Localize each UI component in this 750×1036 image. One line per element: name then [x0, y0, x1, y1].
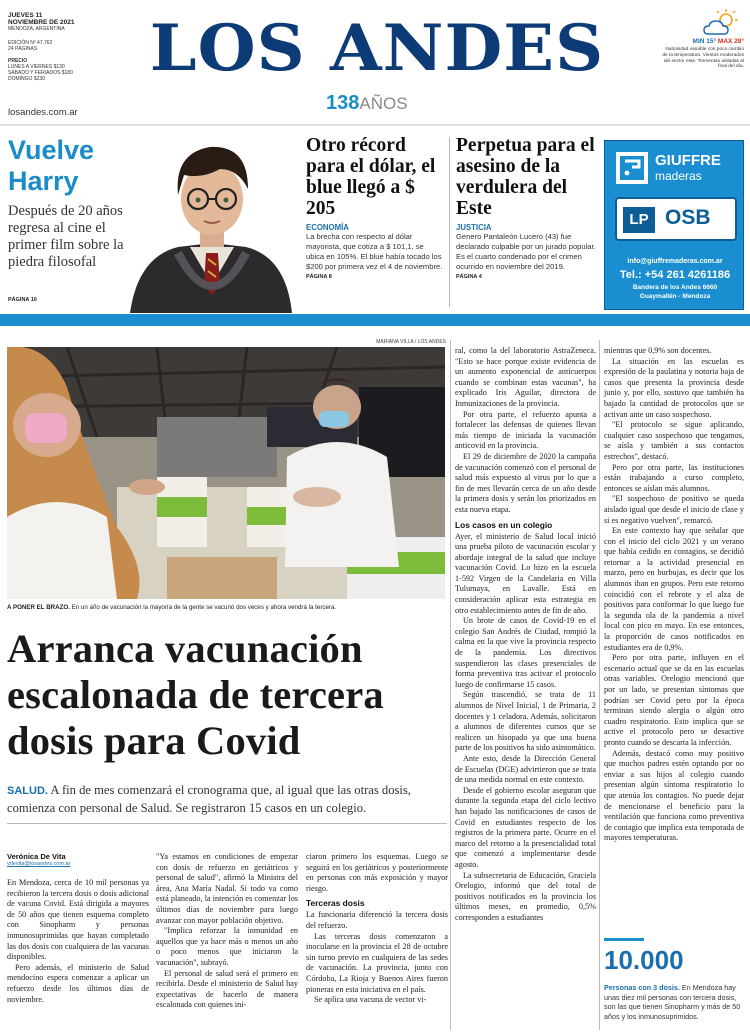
col4-p2: Por otra parte, el refuerzo apunta a fortalecer las defensas de quienes llevan más tiempo de iniciada la vacunación anticovid en la provincia. [455, 409, 596, 451]
masthead-meta [8, 12, 108, 82]
stat-box [604, 938, 744, 1021]
deck-section: SALUD. [7, 785, 48, 797]
harry-text: Después de 20 años regresa al cine el primer film sobre la piedra filosofal [8, 203, 124, 270]
col2-p3: El personal de salud será el primero en recibirla. Desde el ministerio de Salud hay expectativas de hacerlo de manera escalonada con quienes ini- [156, 968, 298, 1010]
bottom-column-3 [306, 852, 448, 1006]
col4-p1: ral, como la del laboratorio AstraZeneca. "Esto se hace porque existe evidencia de un aumento exponencial de anticuerpos cuando se combinan estas vacunas", ha explicado Iris Aguilar, directora de Inmunizaciones de la provincia. [455, 346, 596, 408]
justicia-teaser[interactable] [456, 135, 596, 280]
ad-address-1: Bandera de los Andes 6660 [632, 284, 718, 291]
col2-p1: "Ya estamos en condiciones de empezar con dosis de refuerzo en geriátricos y personal de salud", afirmó la Ministra del área, Ana María Nadal. Si todo va como está planeado, la intención es comenzar los últimos días de noviembre para luego avanzar con mayor población objetivo. [156, 852, 298, 925]
masthead-divider [0, 124, 750, 126]
dolar-text: La brecha con respecto al dólar mayorista, que cotiza a $ 101,1, se ubica en 105%. El blue había tocado los $200 por primera vez el 4 de noviembre. [306, 232, 443, 271]
dolar-teaser[interactable] [306, 135, 444, 280]
col3-p1: ciaron primero los esquemas. Luego se seguirá en los geriátricos y posteriormente en personas con más exposición y mayor riesgo. [306, 852, 448, 893]
col3-p4: Se aplica una vacuna de vector vi- [314, 995, 427, 1005]
main-headline[interactable]: Arranca vacunación escalonada de tercera dosis para Covid [7, 626, 384, 763]
lp-osb-badge [615, 197, 737, 241]
col4-p7: Ante esto, desde la Dirección General de Escuelas (DGE) advirtieron que se trata de una medida normal en este contexto. [455, 753, 596, 785]
column-divider-left [450, 340, 451, 1030]
ad-email: info@giuffremaderas.com.ar [627, 258, 723, 265]
deck-divider [7, 823, 447, 824]
justicia-section: JUSTICIA [456, 223, 492, 232]
col2-p2: "Implica reforzar la inmunidad en aquellos que ya hace más o menos un año o poco menos que iniciaron la vacunación", subrayó. [156, 926, 298, 967]
lp-logo: LP [623, 207, 655, 233]
giuffre-ad[interactable] [604, 140, 744, 310]
caption-lead: A PONER EL BRAZO. [7, 604, 70, 611]
main-photo [7, 347, 445, 599]
dolar-title: Otro récord para el dólar, el blue llegó a $ 205 [306, 135, 436, 219]
stat-text: En Mendoza hay unas diez mil personas con tercera dosis, son las que tienen Sinopharm y más de 50 años y los inmunosuprimidos. [604, 983, 741, 1021]
osb-label: OSB [665, 206, 711, 229]
date-day: JUEVES 11 [8, 12, 43, 19]
right-column-2 [604, 346, 744, 844]
deck-text: A fin de mes comenzará el cronograma que, al igual que las otras dosis, comienza con personal de Salud. Se registraron 15 casos en un colegio. [7, 783, 411, 815]
section-band [0, 314, 750, 326]
vaccination-photo [7, 347, 445, 599]
justicia-title: Perpetua para el asesino de la verdulera del Este [456, 135, 595, 219]
col3-p2: La funcionaria diferenció la tercera dosis del refuerzo. [306, 910, 448, 930]
col5-p5: "El sospechoso de positivo se queda aislado igual que desde el inicio de clase y si es negativo vuelven", remarcó. [604, 494, 744, 525]
edition-number: EDICIÓN Nº 47.762 [8, 40, 53, 46]
col5-p2: La situación en las escuelas es expresión de la paulatina y notoria baja de casos que presenta la provincia desde junio y, por ello, sostuvo que también ha bajado la cantidad de protocolos que se activan ante un caso sospechoso. [604, 356, 744, 419]
weather-min: MIN 15° [692, 38, 717, 45]
col5-p4: Pero por otra parte, las instituciones están trabajando a curso completo, entonces se aíslan más alumnos. [604, 462, 744, 493]
stat-lead: Personas con 3 dosis. [604, 983, 680, 992]
col5-p1: mientras que 0,9% son docentes. [604, 346, 712, 355]
page-count: 24 PÁGINAS [8, 46, 38, 52]
col4-p9: La subsecretaria de Educación, Graciela Orelogio, informó que del total de positivos notificados en la provincia los últimos meses, en promedio, 0,5% corresponden a estudiantes [455, 870, 596, 922]
price-label: PRECIO [8, 58, 28, 64]
ad-phone: Tel.: +54 261 4261186 [619, 269, 731, 281]
col3-subhead: Terceras dosis [306, 898, 365, 909]
caption-text: En un año de vacunación la mayoría de la gente se vacunó dos veces y ahora vendrá la tercera. [69, 604, 337, 611]
bottom-column-2 [156, 852, 298, 1011]
giuffre-brand-sub: maderas [655, 169, 702, 183]
harry-teaser[interactable] [8, 135, 300, 311]
giuffre-logo [615, 149, 737, 189]
col3-p3: Las terceras dosis comenzaron a inocularse en la provincia el 28 de octubre sin turno previo en cualquiera de las sedes de vacunación. La provincia, junto con Córdoba, La Rioja y Buenos Aires fueron pioneras en esta iniciativa en el país. [306, 931, 448, 994]
weather-temps [662, 38, 744, 45]
col5-p7: Pero por otra parte, influyen en el escenario actual que se da en las escuelas otras variables. Orelogio mencionó que por un lado, se presentan síntomas que podrían ser Covid pero por la época terminan siendo alergia o algún otro cuadro respiratorio. Esto implica que se active el protocolo pero se desactive pronto cuando se descarta la infección. [604, 653, 744, 747]
anniversary [326, 92, 408, 115]
right-column-1 [455, 346, 596, 923]
col1-p1: En Mendoza, cerca de 10 mil personas ya recibieron la tercera dosis o dosis adicional de vacuna Covid. Está dirigida a mayores de 50 años que tienen esquema completo con Sinopharm y personas inmunosuprimidas que hayan completado las dos dosis con cualquiera de las vacunas disponibles. [7, 878, 149, 962]
justicia-text: Genero Pantaleón Lucero (43) fue declarado culpable por un jurado popular. Es el cuarto condenado por el crimen ocurrido en noviembre del 2019. [456, 232, 596, 271]
col5-p8: Además, destacó como muy positivo que muchos padres estén optando por no enviar a sus hijos al colegio cuando presentan algún síntoma respiratorio lo que atenúa los contagios. No puede dejar de mencionarse el beneficio para la ventilación que funciona como preventiva de contagio que implica esta temporada de mayores temperaturas. [604, 748, 744, 843]
giuffre-logo-icon [615, 151, 649, 185]
price-weekday: LUNES A VIERNES $130 [8, 64, 65, 70]
byline-email: vdevita@losandes.com.ar [7, 861, 71, 867]
main-deck [7, 782, 447, 816]
site-url[interactable]: losandes.com.ar [8, 107, 78, 118]
col4-p8: Desde el gobierno escolar aseguran que durante la segunda etapa del ciclo lectivo han bajado las notificaciones de casos de Covid en estudiantes respecto de los registros de la primera parte. Ocurre en el marco del retorno a la presencialidad total que comenzó a implementarse desde agosto. [455, 785, 596, 869]
anniversary-number: 138 [326, 92, 360, 114]
bottom-column-1 [7, 852, 149, 1005]
harry-portrait [120, 135, 300, 313]
byline: Verónica De Vita [7, 852, 66, 861]
dolar-page: PÁGINA 8 [306, 274, 332, 280]
date-month: NOVIEMBRE DE 2021 [8, 19, 75, 26]
harry-page: PÁGINA 10 [8, 297, 37, 303]
price-sunday: DOMINGO $230 [8, 76, 45, 82]
col4-p3: El 29 de diciembre de 2020 la campaña de vacunación comenzó con el personal de salud más expuesto al virus por lo que a fin de mes llevarán cerca de un año desde la primera dosis y serán los priorizados en esta nueva etapa. [455, 451, 596, 514]
date-city: MENDOZA, ARGENTINA [8, 26, 65, 32]
anniversary-word: AÑOS [359, 94, 408, 113]
col4-subhead: Los casos en un colegio [455, 519, 553, 530]
weather-max: MAX 28° [717, 38, 744, 45]
harry-title-2: Harry [8, 166, 79, 196]
col5-p3: "El protocolo se sigue aplicando, cualquier caso sospechoso que tengamos, se aísla y también a sus contactos estrechos", destacó. [604, 420, 744, 461]
weather-text: Nubosidad variable con poco cambio de la temperatura. Vientos moderados del sector este. Tormentas aisladas al final del día. [662, 47, 744, 70]
stat-description [604, 983, 744, 1021]
photo-credit: MARIANA VILLA / LOS ANDES [376, 339, 446, 345]
col4-p5: Un brote de casos de Covid-19 en el colegio San Andrés de Ciudad, rompió la calma en la que vive la provincia respecto de la pandemia. Los directivos suspendieron las clases presenciales de forma preventiva tras activar el protocolo luego de confirmarse 15 casos. [455, 616, 596, 689]
stat-rule [604, 938, 644, 941]
stat-number: 10.000 [604, 945, 684, 975]
col4-p4: Ayer, el ministerio de Salud local inició una prueba piloto de vacunación escolar y abordaje integral de la salud que incluye vacunación Covid. Lo hizo en la escuela 1-592 Virgen de la Candelaria en Villa Tulumaya, en Lavalle. Está en consideración aplicar esta estrategia en otro establecimiento antes de fin de año. [455, 531, 596, 615]
harry-title-1: Vuelve [8, 135, 95, 165]
logo: LOS ANDES [149, 11, 605, 86]
photo-caption [7, 604, 447, 612]
dolar-section: ECONOMÍA [306, 223, 349, 232]
weather-icon [700, 8, 740, 38]
col1-p2: Pero además, el ministerio de Salud mendocino espera comenzar a aplicar un refuerzo desde los últimos días de noviembre. [7, 962, 149, 1004]
teaser-divider-1 [449, 137, 450, 307]
justicia-page: PÁGINA 4 [456, 274, 482, 280]
price-saturday: SÁBADO Y FERIADOS $180 [8, 70, 73, 76]
ad-address-2: Guaymallén - Mendoza [639, 293, 711, 300]
weather-box [662, 8, 744, 70]
col5-p6: En este contexto hay que señalar que con el inicio del ciclo 2021 y un verano que había cedido en contagios, se decidió retornar a la actividad presencial en marzo, pero en burbujas, es decir que los alumnos iban en grupos. Pero este retorno coincidió con el rebrote y el alza de positivos para conformar lo que luego fue la segunda ola de la pandemia a nivel local con pico en mayo. En ese entonces, la proporción de casos notificados en estudiantes era de 0,9%. [604, 526, 744, 652]
giuffre-brand: GIUFFRE [655, 152, 721, 169]
col4-p6: Según trascendió, se trata de 11 alumnos de Nivel Inicial, 1 de Primaria, 2 docentes y 1 celadora. Además, solicitaron a alumnos de diferentes cursos que se realicen un hisopado ya que una buena parte de los positivos ha sido asintomático. [455, 690, 596, 753]
column-divider-right [599, 340, 600, 1030]
